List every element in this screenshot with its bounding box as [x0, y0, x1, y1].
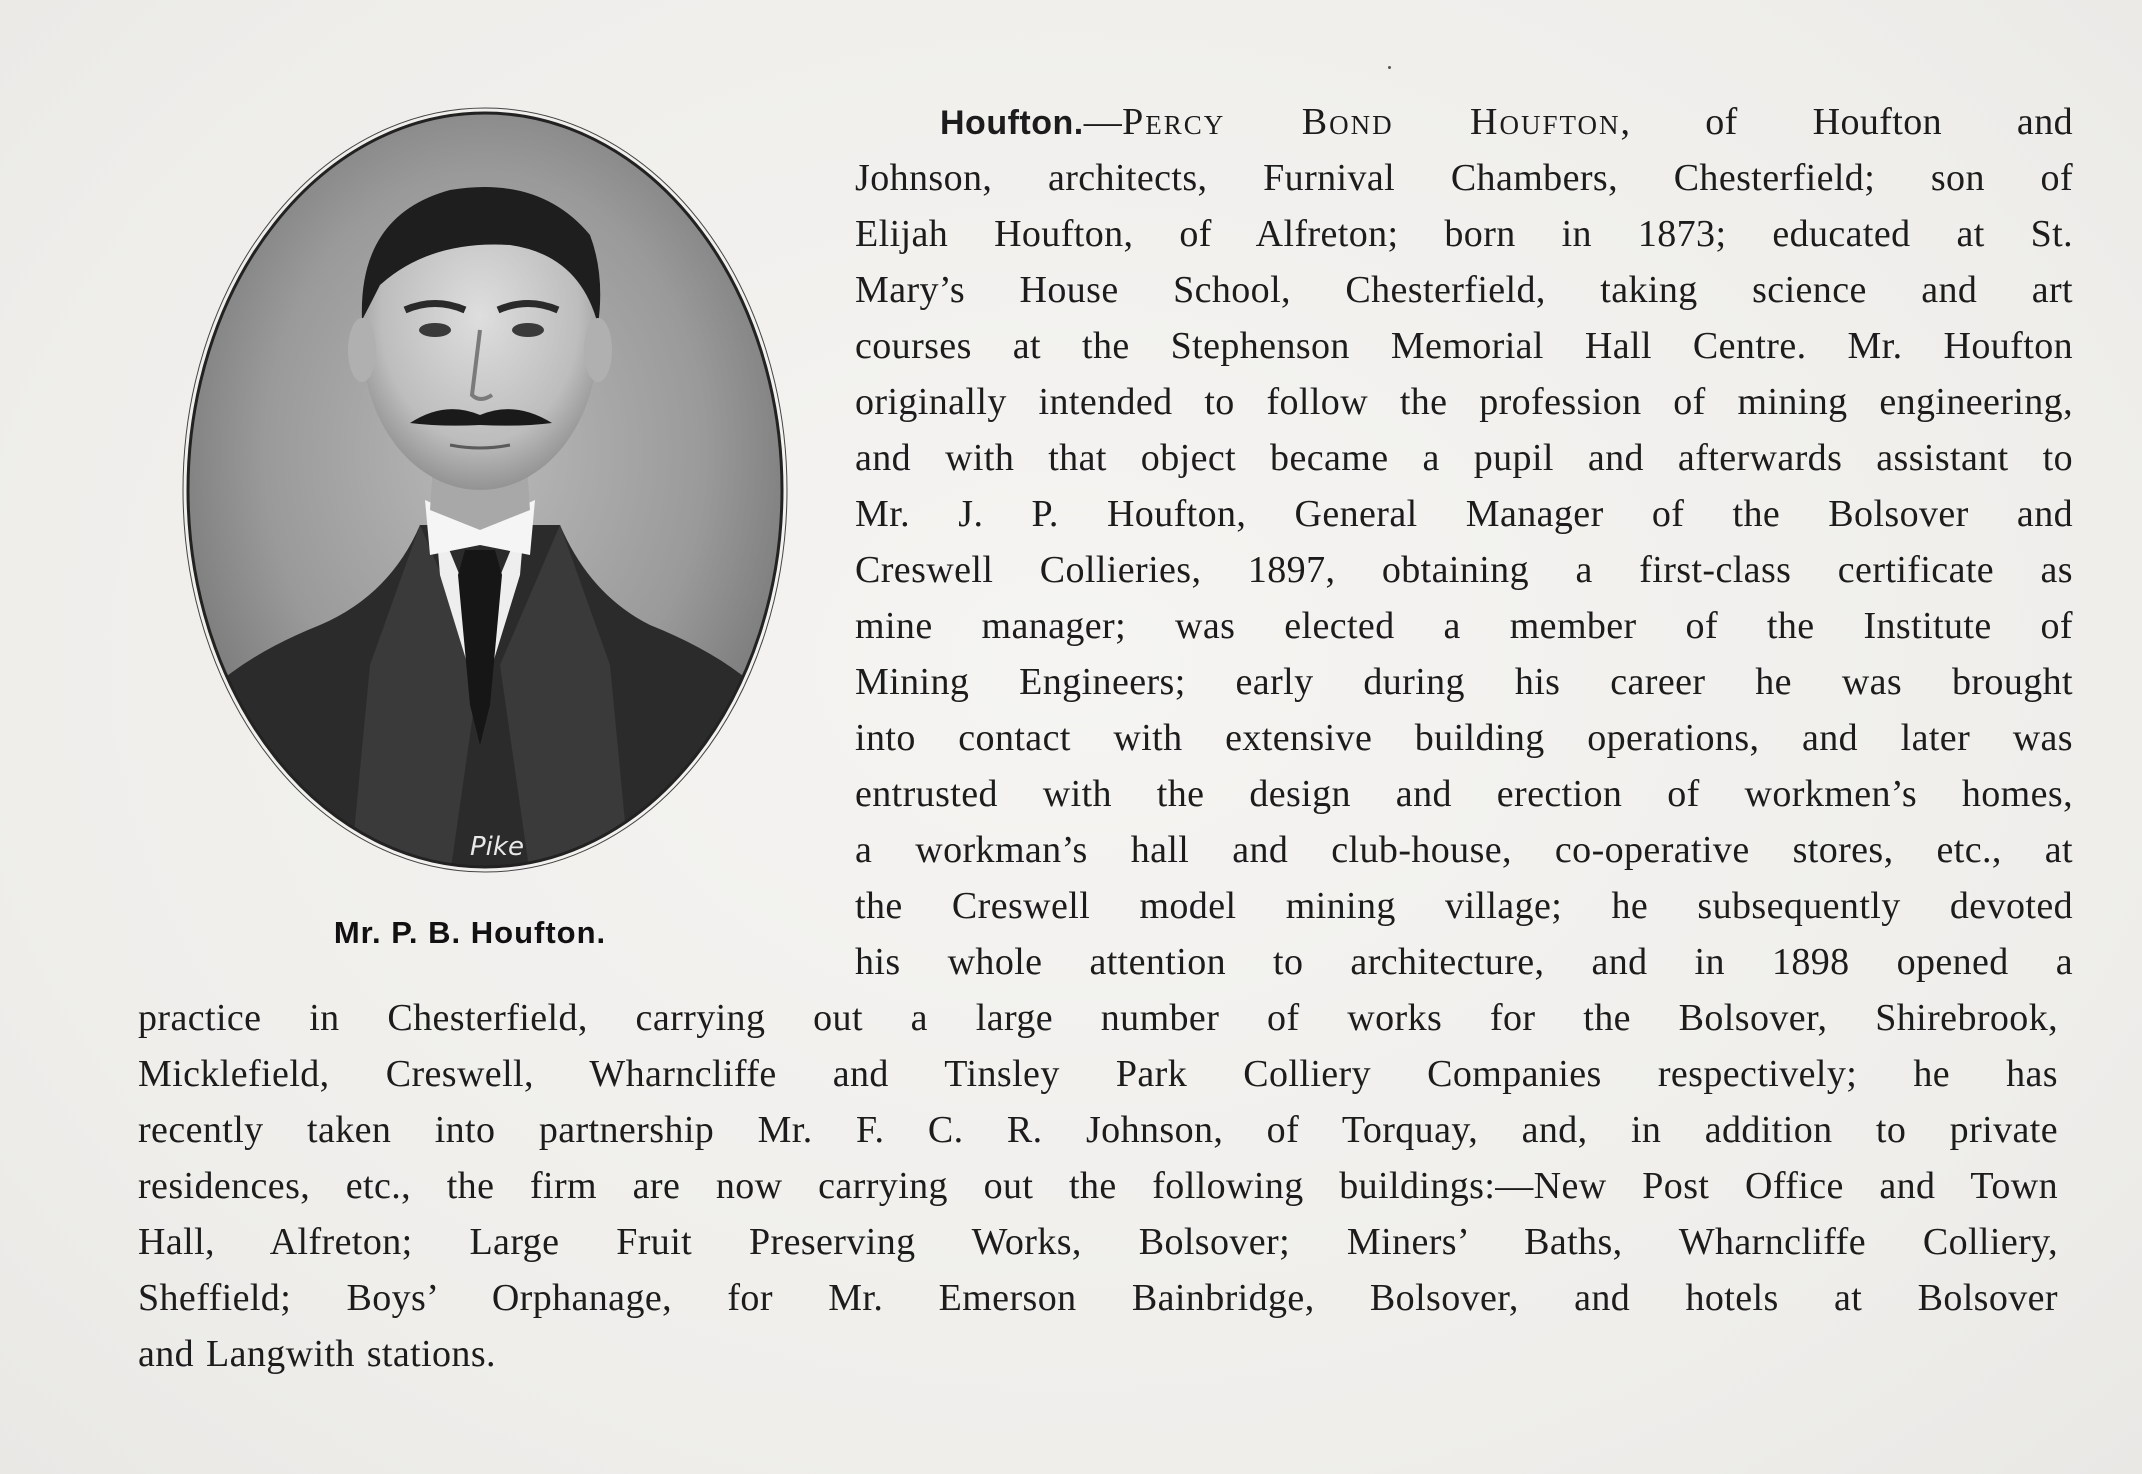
entry-full-line: practice in Chesterfield, carrying out a large number of works for the Bolsover, Shirebrook, — [138, 997, 2058, 1039]
entry-right-line: Creswell Collieries, 1897, obtaining a first-class certificate as — [855, 549, 2073, 591]
entry-full-line: Sheffield; Boys’ Orphanage, for Mr. Emerson Bainbridge, Bolsover, and hotels at Bolsover — [138, 1277, 2058, 1319]
print-speck — [1388, 66, 1391, 69]
entry-full-line: Micklefield, Creswell, Wharncliffe and Tinsley Park Colliery Companies respectively; he has — [138, 1053, 2058, 1095]
portrait-caption: Mr. P. B. Houfton. — [333, 915, 607, 950]
entry-line-1-rest: , of Houfton and — [1620, 101, 2073, 143]
entry-dash: — — [1083, 101, 1123, 143]
entry-full-line: Hall, Alfreton; Large Fruit Preserving Works, Bolsover; Miners’ Baths, Wharncliffe Colliery, — [138, 1221, 2058, 1263]
entry-right-line: mine manager; was elected a member of the Institute of — [855, 605, 2073, 647]
portrait-image — [180, 105, 790, 875]
entry-right-line: the Creswell model mining village; he subsequently devoted — [855, 885, 2073, 927]
entry-full-line: residences, etc., the firm are now carrying out the following buildings:—New Post Office and Town — [138, 1165, 2058, 1207]
entry-last-line: and Langwith stations. — [138, 1333, 496, 1375]
entry-full-name: Percy Bond Houfton — [1122, 101, 1621, 143]
entry-right-line: his whole attention to architecture, and in 1898 opened a — [855, 941, 2073, 983]
entry-right-line: entrusted with the design and erection of workmen’s homes, — [855, 773, 2073, 815]
entry-right-line: Johnson, architects, Furnival Chambers, Chesterfield; son of — [855, 157, 2073, 199]
entry-right-line: Elijah Houfton, of Alfreton; born in 1873; educated at St. — [855, 213, 2073, 255]
entry-heading: Houfton. — [940, 104, 1084, 142]
portrait-oval — [180, 105, 790, 875]
entry-right-line: originally intended to follow the profession of mining engineering, — [855, 381, 2073, 423]
entry-right-line: Mary’s House School, Chesterfield, taking science and art — [855, 269, 2073, 311]
portrait-signature: Pike — [470, 832, 524, 862]
entry-full-line: recently taken into partnership Mr. F. C. R. Johnson, of Torquay, and, in addition to private — [138, 1109, 2058, 1151]
entry-right-line: and with that object became a pupil and afterwards assistant to — [855, 437, 2073, 479]
entry-right-line: Mr. J. P. Houfton, General Manager of the Bolsover and — [855, 493, 2073, 535]
entry-right-line: courses at the Stephenson Memorial Hall Centre. Mr. Houfton — [855, 325, 2073, 367]
entry-right-line: a workman’s hall and club-house, co-operative stores, etc., at — [855, 829, 2073, 871]
entry-right-line: Mining Engineers; early during his career he was brought — [855, 661, 2073, 703]
entry-first-line — [940, 103, 2073, 141]
entry-right-line: into contact with extensive building operations, and later was — [855, 717, 2073, 759]
